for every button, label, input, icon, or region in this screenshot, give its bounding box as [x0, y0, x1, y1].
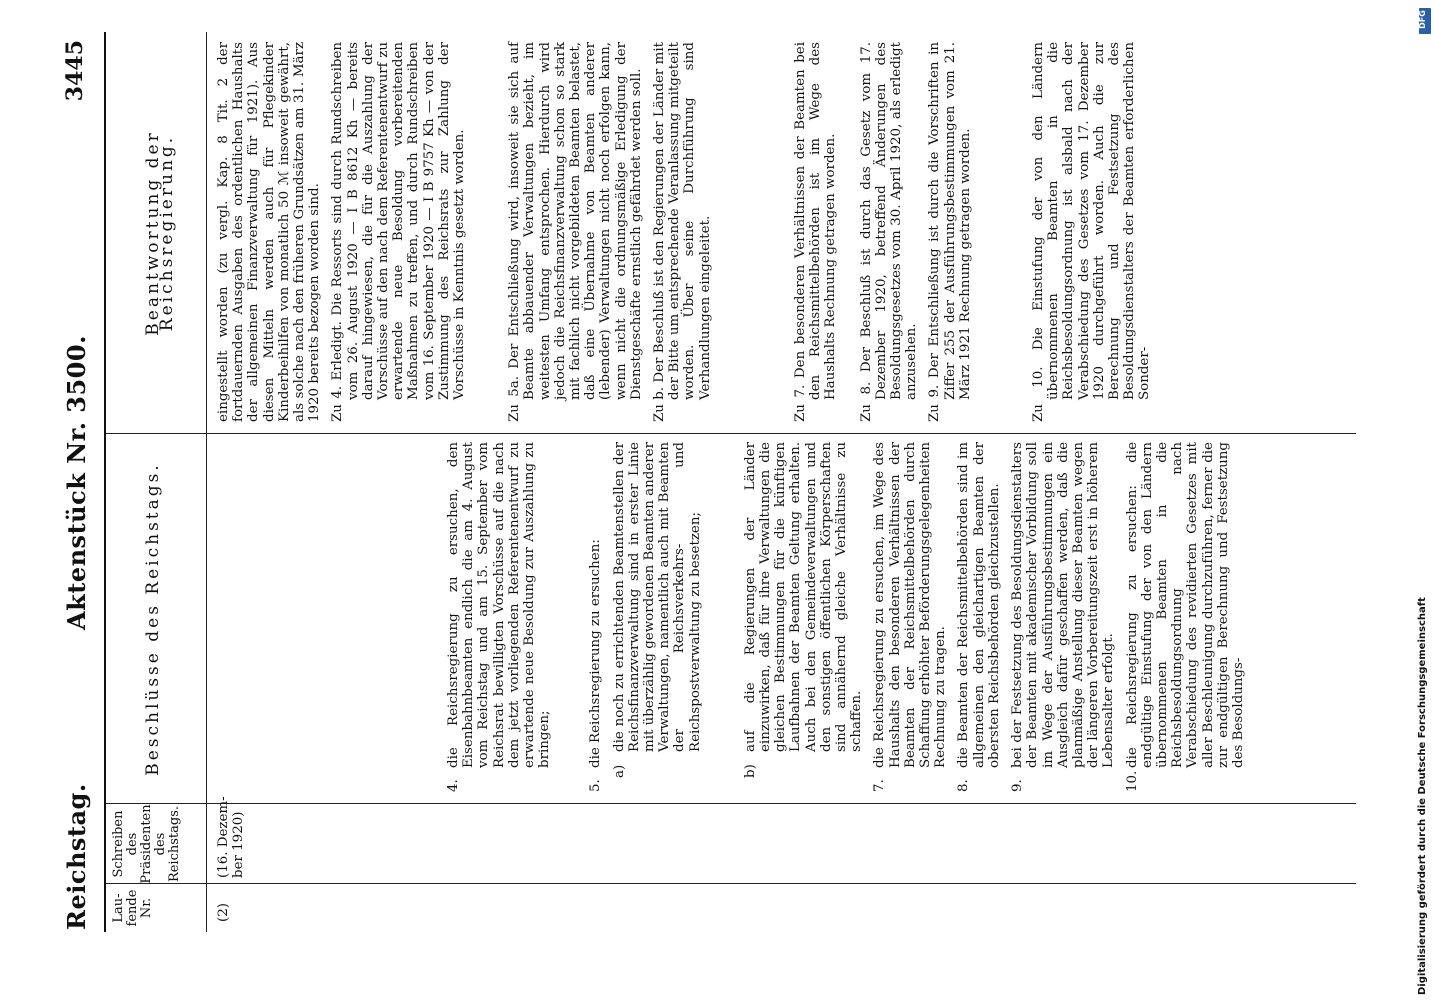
credit-text: Digitalisierung gefördert durch die Deutsche Forschungsgemeinschaft — [1417, 597, 1428, 995]
page-header — [58, 40, 98, 930]
antwort-4: Zu 4. Erledigt. Die Ressorts sind durch Rundschreiben vom 26. August 1920 — I B 8612 Kh — bereits darauf hingewiesen, die für die Auszahlung der Vorschüsse auf den nach dem Referentenentwurf zu erwartende neue Besoldung vorbereitenden Maßnahmen zu treffen, und durch Rundschreiben vom 16. September 1920 — I B 9757 Kh — von der Zustimmung des Reichsrats zur Zahlung der Vorschüsse in Kenntnis gesetzt worden. — [330, 42, 468, 422]
antwort-7: Zu 7. Den besonderen Verhältnissen der Beamten bei den Reichsmittelbehörden ist im Wege des Haushalts Rechnung getragen worden. — [792, 42, 839, 422]
antwort-5b: Zu b. Der Beschluß ist den Regierungen der Länder mit der Bitte um entsprechende Veranlassung mitgeteilt worden. Über seine Durchführung sind Verhandlungen eingeleitet. — [652, 42, 713, 422]
beschluss-4: 4. die Reichsregierung zu ersuchen, den Eisenbahnbeamten endlich die am 4. August vom Reichstag und am 15. September vom Reichsrat bewilligten Vorschüsse auf die nach dem jetzt vorliegenden Referentenentwurf zu erwartende neue Besoldung zur Auszahlung zu bringen; — [446, 442, 553, 792]
antworten-column — [216, 42, 1161, 422]
beschluss-7: 7. die Reichsregierung zu ersuchen, im Wege des Haushalts den besonderen Verhältnissen der Beamten der Reichsmittelbehörden durch Schaffung erhöhter Beförderungsgelegenheiten Rechnung zu tragen. — [872, 442, 949, 792]
column-divider — [106, 433, 1356, 434]
col-head-beschluesse: Beschlüsse des Reichstags. — [143, 462, 163, 776]
document-table — [104, 32, 1356, 932]
antwort-10: Zu 10. Die Einstufung der von den Ländern übernommenen Beamten in die Reichsbesoldungsordnung ist alsbald nach der Verabschiedung des Gesetzes vom 17. Dezember 1920 durchgeführt worden. Auch die zur Berechnung und Festsetzung des Besoldungsdienstalters der Beamten erforderlichen Sonder- — [1030, 42, 1153, 422]
header-divider — [206, 32, 207, 932]
dfg-logo-icon: DFG — [1419, 8, 1431, 34]
beschluss-9: 9. bei der Festsetzung des Besoldungsdienstalters der Beamten mit akademischer Vorbildung soll im Wege der Ausführungsbestimmungen ein Ausgleich dafür geschaffen werden, daß die planmäßige Anstellung dieser Beamten wegen der längeren Vorbereitungszeit erst in höherem Lebensalter erfolgt. — [1010, 442, 1117, 792]
beschluss-8: 8. die Beamten der Reichsmittelbehörden sind im allgemeinen den gleichartigen Beamten der obersten Reichsbehörden gleichzustellen. — [956, 442, 1002, 792]
entry-number: (2) — [216, 903, 231, 922]
beschluss-5a: a) die noch zu errichtenden Beamtenstellen der Reichsfinanzverwaltung sind in erster Linie mit überzählig gewordenen Beamten anderer Verwaltungen, namentlich auch mit Beamten der Reichsverkehrs- und Reichspostverwaltung zu besetzen; — [611, 441, 703, 778]
antwort-5a: Zu 5a. Der Entschließung wird, insoweit sie sich auf Beamte abbauender Verwaltungen bezieht, im weitesten Umfang entsprochen. Hierdurch wird jedoch die Reichsfinanzverwaltung schon so stark mit fachlich nicht vorgebildeten Beamten belastet, daß eine Übernahme von Beamten anderer (lebender) Verwaltungen nicht noch erfolgen kann, wenn nicht die ordnungsmäßige Erledigung der Dienstgeschäfte ernstlich gefährdet werden soll. — [507, 42, 644, 422]
letter-date: (16. Dezem- ber 1920) — [216, 796, 247, 878]
antwort-fortsetzung: eingestellt worden (zu vergl. Kap. 8 Tit. 2 der fortdauernden Ausgaben des ordentlichen Haushalts der allgemeinen Finanzverwaltung für 1921). Aus diesen Mitteln werden auch für Pflegekinder Kinderbeihilfen von monatlich 50 ℳ insoweit gewährt, als solche nach den früheren Grundsätzen am 31. März 1920 bereits bezogen worden sind. — [216, 42, 323, 422]
column-divider — [106, 883, 1356, 884]
col-head-beantwortung: Beantwortung der Reichsregierung. — [143, 130, 177, 336]
beschluss-10: 10. die Reichsregierung zu ersuchen: die endgültige Einstufung der von den Ländern übernommenen Beamten in die Reichsbesoldungsordnung nach Verabschiedung des revidierten Gesetzes mit aller Beschleunigung durchzuführen, ferner die zur endgültigen Berechnung und Festsetzung des Besoldungs- — [1124, 442, 1246, 792]
antwort-9: Zu 9. Der Entschließung ist durch die Vorschriften in Ziffer 255 der Ausführungsbestimmungen vom 21. März 1921 Rechnung getragen worden. — [927, 42, 973, 422]
col-head-laufende-nr: Lau- fende Nr. — [111, 889, 154, 927]
column-divider — [106, 803, 1356, 804]
beschluss-5: 5. die Reichsregierung zu ersuchen: — [588, 539, 604, 792]
col-head-schreiben: Schreiben des Präsidenten des Reichstags. — [111, 804, 182, 884]
digitization-credit — [1416, 10, 1434, 1000]
beschluss-5b: b) auf die Regierungen der Länder einzuwirken, daß für ihre Verwaltungen die gleichen Bestimmungen für die künftigen Laufbahnen der Beamten Geltung erhalten. Auch bei den Gemeindeverwaltungen und den sonstigen öffentlichen Körperschaften sind annähernd gleiche Verhältnisse zu schaffen. — [742, 442, 865, 778]
header-reichstag: Reichstag. — [62, 783, 91, 930]
beschluesse-column — [446, 442, 1254, 792]
header-document-title: Aktenstück Nr. 3500. — [62, 335, 91, 630]
antwort-8: Zu 8. Der Beschluß ist durch das Gesetz vom 17. Dezember 1920, betreffend Änderungen des Besoldungsgesetzes vom 30. April 1920, als erledigt anzusehen. — [858, 42, 920, 422]
page-number: 3445 — [62, 40, 88, 102]
